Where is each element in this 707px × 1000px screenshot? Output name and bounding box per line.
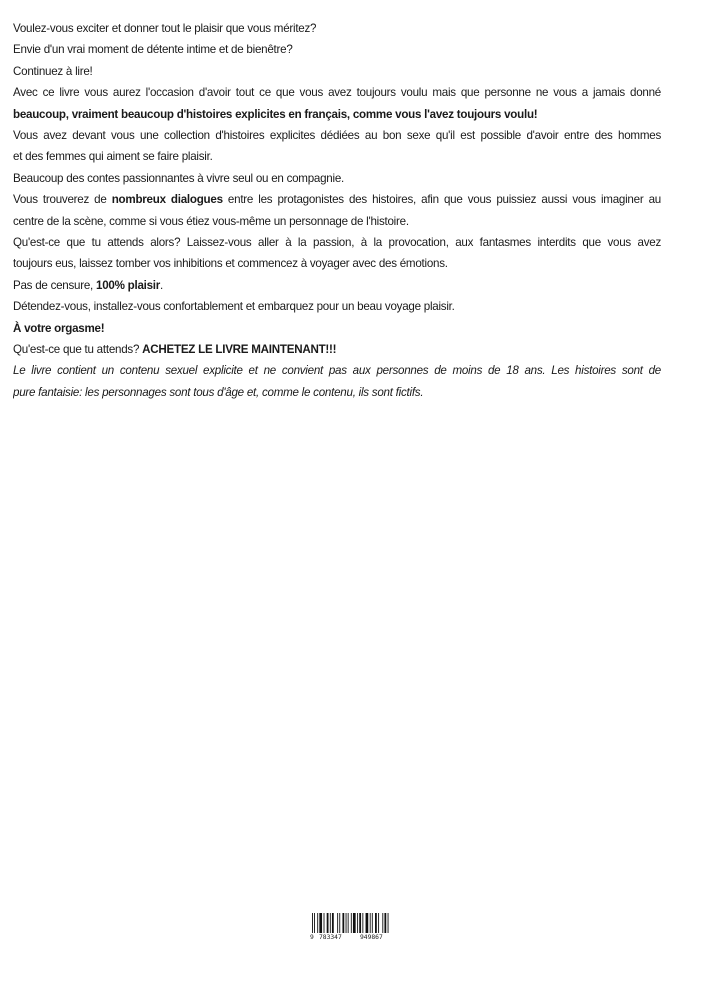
paragraph-bold	[13, 318, 661, 339]
text-span: .	[160, 278, 164, 292]
paragraph: Beaucoup des contes passionnantes à vivre seul ou en compagnie.	[13, 171, 345, 185]
barcode-bar	[342, 913, 344, 934]
barcode-bar	[327, 913, 329, 934]
barcode-bar	[332, 913, 334, 934]
bold-text: À votre orgasme!	[13, 321, 105, 335]
barcode-digits	[310, 933, 398, 942]
bold-text: nombreux dialogues	[111, 193, 223, 207]
paragraph: Qu'est-ce que tu attends alors? Laissez-vous aller à la passion, à la provocation, aux fantasmes interdits que vous avez	[13, 236, 661, 250]
paragraph: Voulez-vous exciter et donner tout le plaisir que vous méritez?	[13, 22, 317, 35]
barcode-bar	[362, 913, 363, 934]
barcode-bar	[324, 913, 325, 934]
text-span: Vous trouverez de	[13, 193, 112, 207]
bold-text: ACHETEZ LE LIVRE MAINTENANT!!!	[142, 343, 337, 357]
paragraph: et des femmes qui aiment se faire plaisir.	[13, 150, 213, 164]
book-description	[13, 18, 661, 403]
paragraph: centre de la scène, comme si vous étiez vous-même un personnage de l'histoire.	[13, 214, 409, 228]
text-span: Pas de censure,	[13, 278, 97, 292]
barcode-bar	[339, 913, 340, 934]
barcode-bar	[353, 913, 356, 934]
text-span: entre les protagonistes des histoires, afin que vous puissiez aussi vous imaginer au	[222, 193, 661, 207]
paragraph: Continuez à lire!	[13, 64, 93, 78]
disclaimer: pure fantaisie: les personnages sont tous d'âge et, comme le contenu, ils sont fictifs.	[13, 385, 424, 399]
barcode-bar	[382, 913, 383, 934]
bold-text: beaucoup, vraiment beaucoup d'histoires explicites en français, comme vous l'avez toujours voulu!	[13, 107, 538, 121]
paragraph	[13, 339, 661, 360]
paragraph	[13, 275, 661, 296]
barcode-bar	[346, 913, 347, 934]
text-span: Qu'est-ce que tu attends?	[13, 343, 143, 357]
barcode-bar	[359, 913, 361, 934]
barcode-bar	[330, 913, 331, 934]
paragraph: Avec ce livre vous aurez l'occasion d'avoir tout ce que vous avez toujours voulu mais que personne ne vous a jamais donné	[13, 86, 661, 100]
barcode-bar	[357, 913, 358, 934]
barcode-bar	[384, 913, 386, 934]
paragraph-bold	[13, 104, 661, 125]
barcode-bar	[317, 913, 318, 934]
barcode-digits-right: 949867	[360, 934, 383, 941]
paragraph: Vous avez devant vous une collection d'histoires explicites dédiées au bon sexe qu'il est possible d'avoir entre des hommes	[13, 129, 661, 143]
barcode-bar	[375, 913, 377, 934]
barcode-bar	[370, 913, 371, 934]
bold-text: 100% plaisir	[96, 278, 161, 292]
barcode-bar	[372, 913, 373, 934]
disclaimer: Le livre contient un contenu sexuel explicite et ne convient pas aux personnes de moins de 18 ans. Les histoires sont de	[13, 364, 661, 378]
barcode-bar	[337, 913, 338, 934]
paragraph	[13, 189, 661, 210]
barcode-digits-left: 783347	[319, 934, 342, 941]
barcode-bar	[319, 913, 322, 934]
paragraph: toujours eus, laissez tomber vos inhibitions et commencez à voyager avec des émotions.	[13, 257, 448, 271]
barcode-bar	[378, 913, 379, 934]
barcode-bar	[366, 913, 369, 934]
barcode-digit-first: 9	[310, 934, 314, 941]
barcode-bar	[348, 913, 349, 934]
isbn-barcode	[310, 913, 398, 941]
paragraph: Détendez-vous, installez-vous confortablement et embarquez pour un beau voyage plaisir.	[13, 300, 455, 314]
paragraph: Envie d'un vrai moment de détente intime et de bienêtre?	[13, 43, 293, 57]
